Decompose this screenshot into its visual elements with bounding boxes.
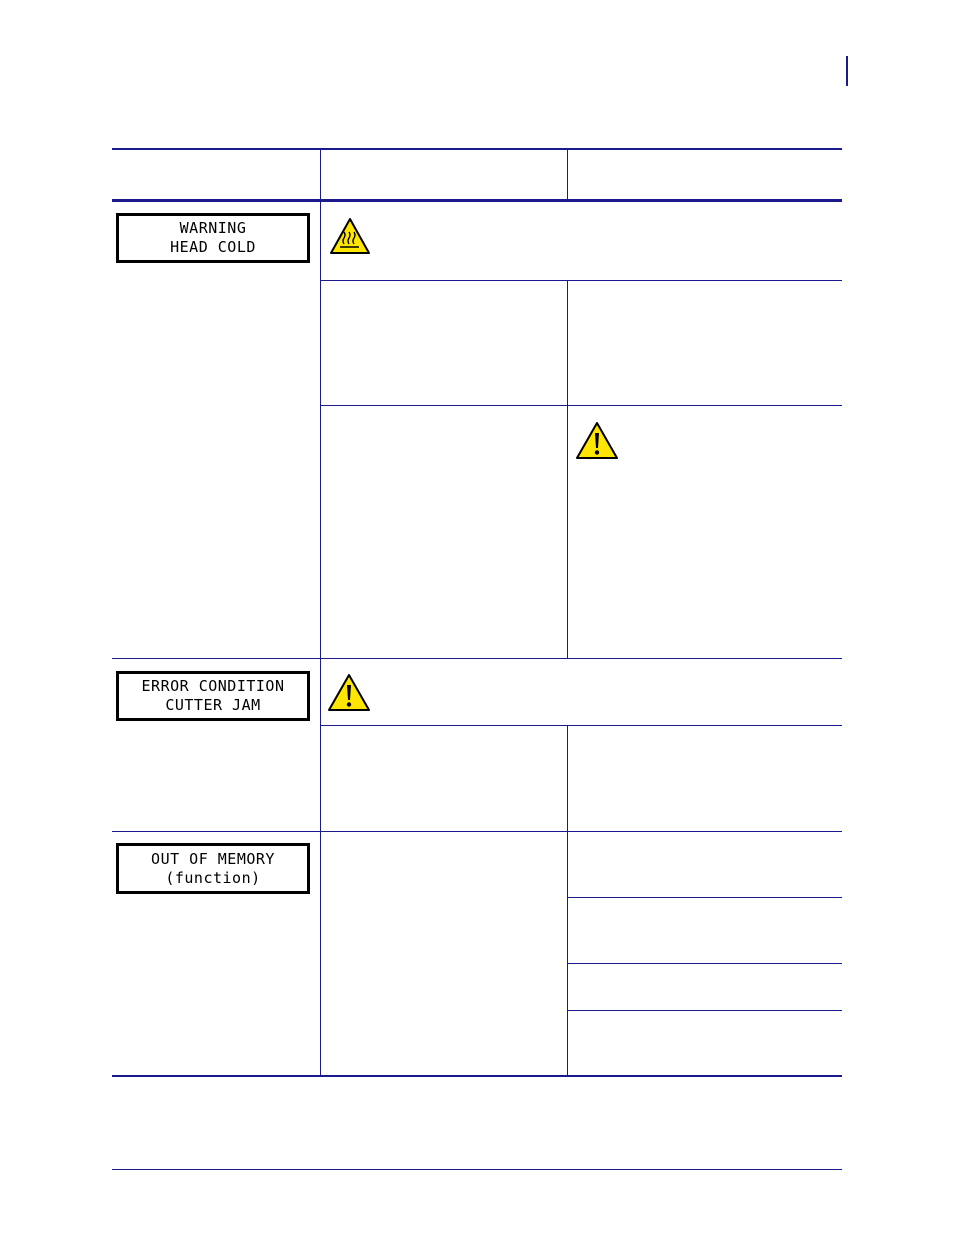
row3-rule-b [567, 963, 842, 964]
row-separator-2 [112, 831, 842, 832]
display-line-2: HEAD COLD [170, 238, 256, 256]
table-bottom-rule [112, 1075, 842, 1077]
column-divider-1 [320, 148, 321, 1077]
row1-rule-b [320, 405, 842, 406]
row2-rule-a [320, 725, 842, 726]
display-line-2: CUTTER JAM [165, 696, 261, 714]
display-line-1: ERROR CONDITION [141, 677, 285, 695]
table-header-rule [112, 199, 842, 202]
caution-icon [327, 673, 371, 713]
lcd-display-out-of-memory [116, 843, 310, 894]
hot-surface-icon [329, 217, 371, 255]
row-separator-1 [112, 658, 842, 659]
display-line-1: WARNING [179, 219, 247, 237]
row1-rule-a [320, 280, 842, 281]
lcd-display-cutter-jam [116, 671, 310, 721]
lcd-display-head-cold [116, 213, 310, 263]
row3-rule-c [567, 1010, 842, 1011]
display-line-1: OUT OF MEMORY [151, 849, 275, 868]
column-divider-2-row2 [567, 725, 568, 1077]
column-divider-2-header [567, 148, 568, 201]
footer-rule [112, 1169, 842, 1170]
row3-rule-a [567, 897, 842, 898]
caution-icon [575, 421, 619, 461]
margin-bar [846, 56, 848, 86]
column-divider-2-row1 [567, 280, 568, 659]
display-line-2: (function) [165, 868, 261, 887]
table-top-rule [112, 148, 842, 150]
